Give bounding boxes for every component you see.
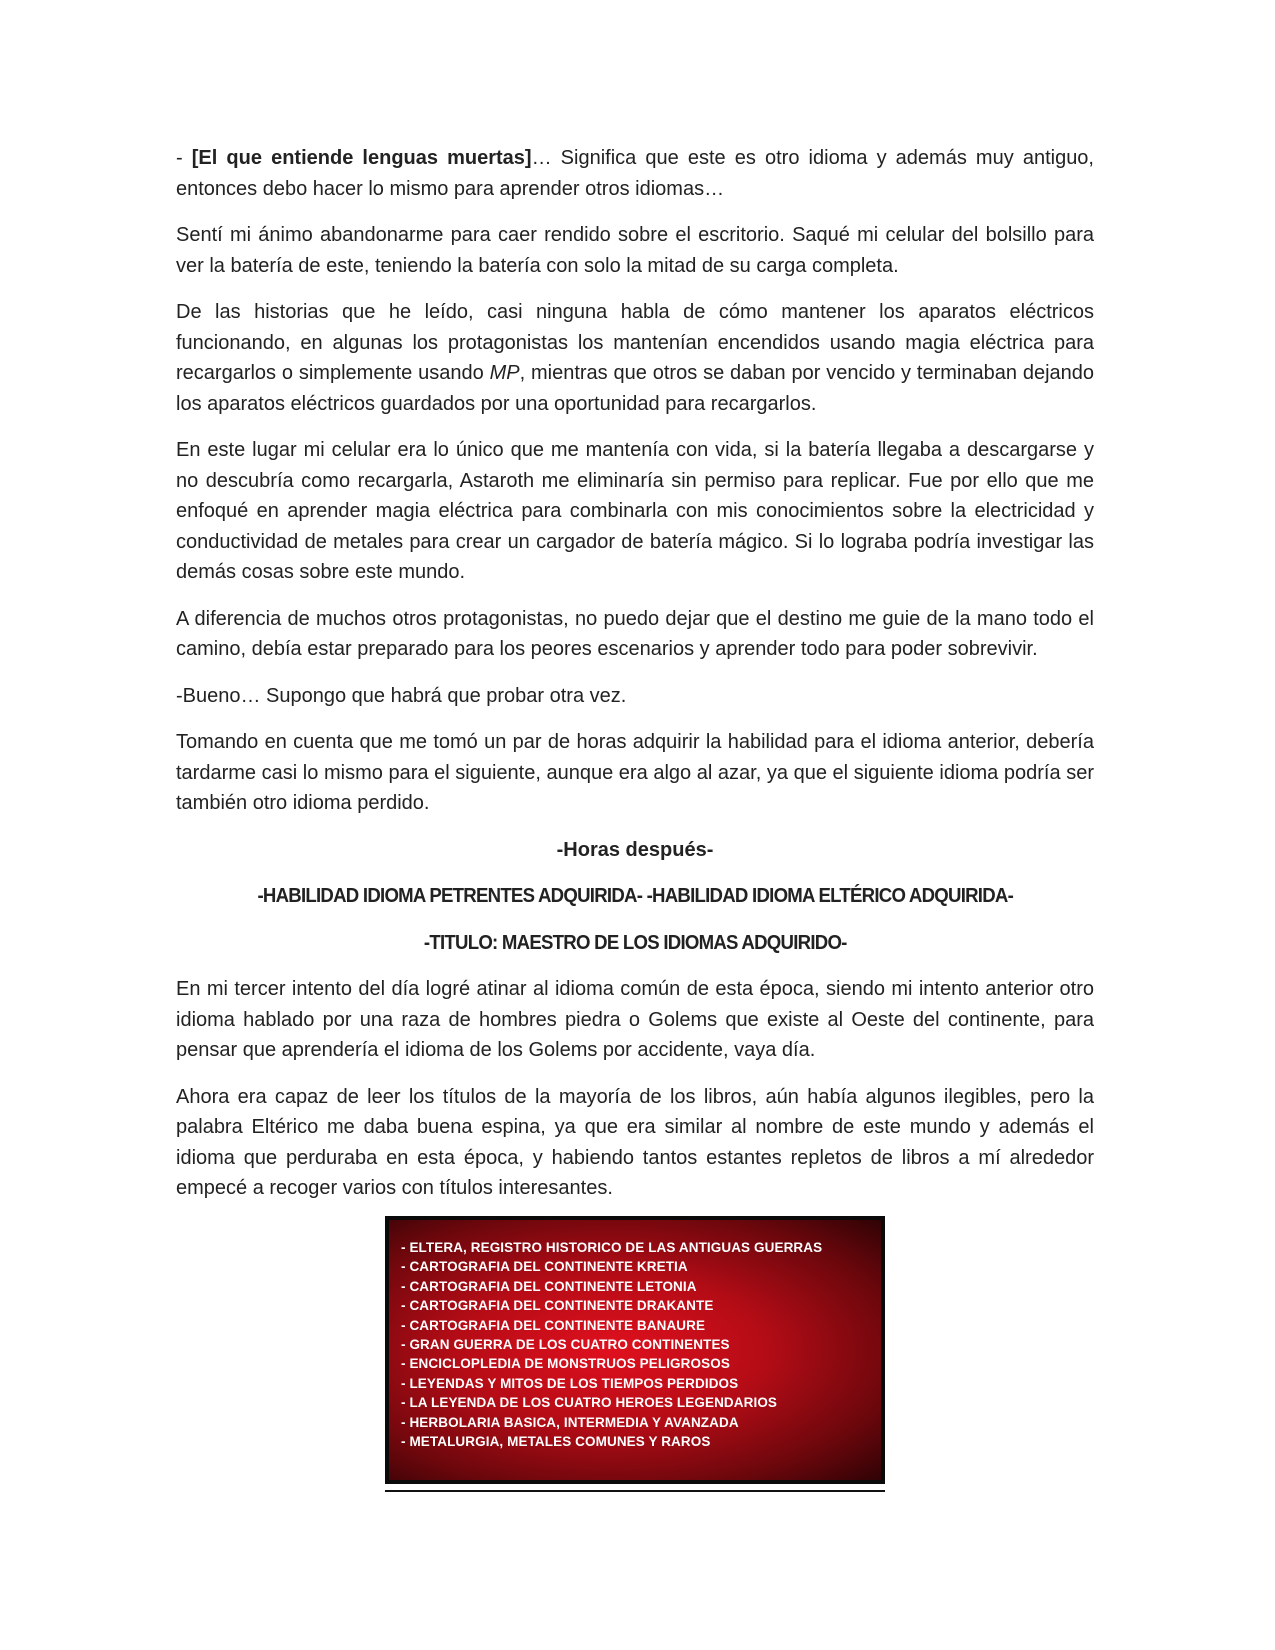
paragraph-3: [176, 297, 1094, 419]
scene-break: -Horas después-: [556, 838, 714, 861]
system-message-row-2: [176, 928, 1094, 959]
mp-term: MP: [489, 362, 520, 384]
book-list-item: - CARTOGRAFIA DEL CONTINENTE DRAKANTE: [401, 1298, 714, 1314]
book-list-figure: [385, 1216, 885, 1492]
skill-name: [El que entiende lenguas muertas]: [191, 147, 532, 169]
book-list-item: - LEYENDAS Y MITOS DE LOS TIEMPOS PERDIDOS: [401, 1375, 739, 1391]
text-column: [176, 143, 1094, 1220]
paragraph-1-rest: … Significa que este es otro idioma y además muy antiguo, entonces debo hacer lo mismo para aprender otros idiomas…: [176, 147, 1094, 200]
paragraph-3-a: De las historias que he leído, casi ninguna habla de cómo mantener los aparatos eléctricos funcionando, en algunas los protagonistas los mantenían encendidos usando magia eléctrica para recargarlos o simplemente usando: [176, 301, 1094, 384]
paragraph-1: [176, 143, 1094, 204]
paragraph-3-b: , mientras que otros se daban por vencido y terminaban dejando los aparatos eléctricos guardados por una oportunidad para recargarlos.: [176, 362, 1095, 415]
book-list-item: - HERBOLARIA BASICA, INTERMEDIA Y AVANZADA: [401, 1414, 739, 1430]
book-list-item: - CARTOGRAFIA DEL CONTINENTE BANAURE: [401, 1317, 706, 1333]
paragraph-7: Tomando en cuenta que me tomó un par de horas adquirir la habilidad para el idioma anterior, debería tardarme casi lo mismo para el siguiente, aunque era algo al azar, ya que el siguiente idioma podría ser también otro idioma perdido.: [176, 731, 1094, 814]
paragraph-6: -Bueno… Supongo que habrá que probar otra vez.: [176, 684, 627, 707]
book-list-item: - GRAN GUERRA DE LOS CUATRO CONTINENTES: [401, 1337, 730, 1353]
system-message-2: -TITULO: MAESTRO DE LOS IDIOMAS ADQUIRIDO-: [423, 931, 847, 954]
paragraph-8: En mi tercer intento del día logré atinar al idioma común de esta época, siendo mi intento anterior otro idioma hablado por una raza de hombres piedra o Golems que existe al Oeste del continente, para pensar que aprendería el idioma de los Golems por accidente, vaya día.: [176, 978, 1094, 1061]
book-list-panel: [385, 1216, 885, 1484]
paragraph-9: Ahora era capaz de leer los títulos de la mayoría de los libros, aún había algunos ilegibles, pero la palabra Eltérico me daba buena espina, ya que era similar al nombre de este mundo y además el idioma que perduraba en esta época, y habiendo tantos estantes repletos de libros a mí alrededor empecé a recoger varios con títulos interesantes.: [176, 1085, 1094, 1199]
system-message-row-1: [176, 881, 1094, 912]
book-list-item: - ENCICLOPLEDIA DE MONSTRUOS PELIGROSOS: [401, 1356, 730, 1372]
book-list-item: - METALURGIA, METALES COMUNES Y RAROS: [401, 1434, 711, 1450]
paragraph-5: A diferencia de muchos otros protagonistas, no puedo dejar que el destino me guie de la mano todo el camino, debía estar preparado para los peores escenarios y aprender todo para poder sobrevivir.: [176, 607, 1094, 660]
book-list-item: - CARTOGRAFIA DEL CONTINENTE KRETIA: [401, 1259, 688, 1275]
system-message-1: -HABILIDAD IDIOMA PETRENTES ADQUIRIDA- -HABILIDAD IDIOMA ELTÉRICO ADQUIRIDA-: [257, 885, 1013, 907]
book-list-item: - CARTOGRAFIA DEL CONTINENTE LETONIA: [401, 1278, 697, 1294]
paragraph-4: En este lugar mi celular era lo único que me mantenía con vida, si la batería llegaba a descargarse y no descubría como recargarla, Astaroth me eliminaría sin permiso para replicar. Fue por ello que me enfoqué en aprender magia eléctrica para combinarla con mis conocimientos sobre la electricidad y conductividad de metales para crear un cargador de batería mágico. Si lo lograba podría investigar las demás cosas sobre este mundo.: [176, 439, 1094, 583]
book-list-item: - LA LEYENDA DE LOS CUATRO HEROES LEGENDARIOS: [401, 1395, 778, 1411]
dialogue-dash: -: [176, 147, 192, 169]
book-list: [385, 1216, 885, 1451]
book-list-item: - ELTERA, REGISTRO HISTORICO DE LAS ANTIGUAS GUERRAS: [401, 1240, 823, 1255]
paragraph-2: Sentí mi ánimo abandonarme para caer rendido sobre el escritorio. Saqué mi celular del bolsillo para ver la batería de este, teniendo la batería con solo la mitad de su carga completa.: [176, 224, 1094, 277]
